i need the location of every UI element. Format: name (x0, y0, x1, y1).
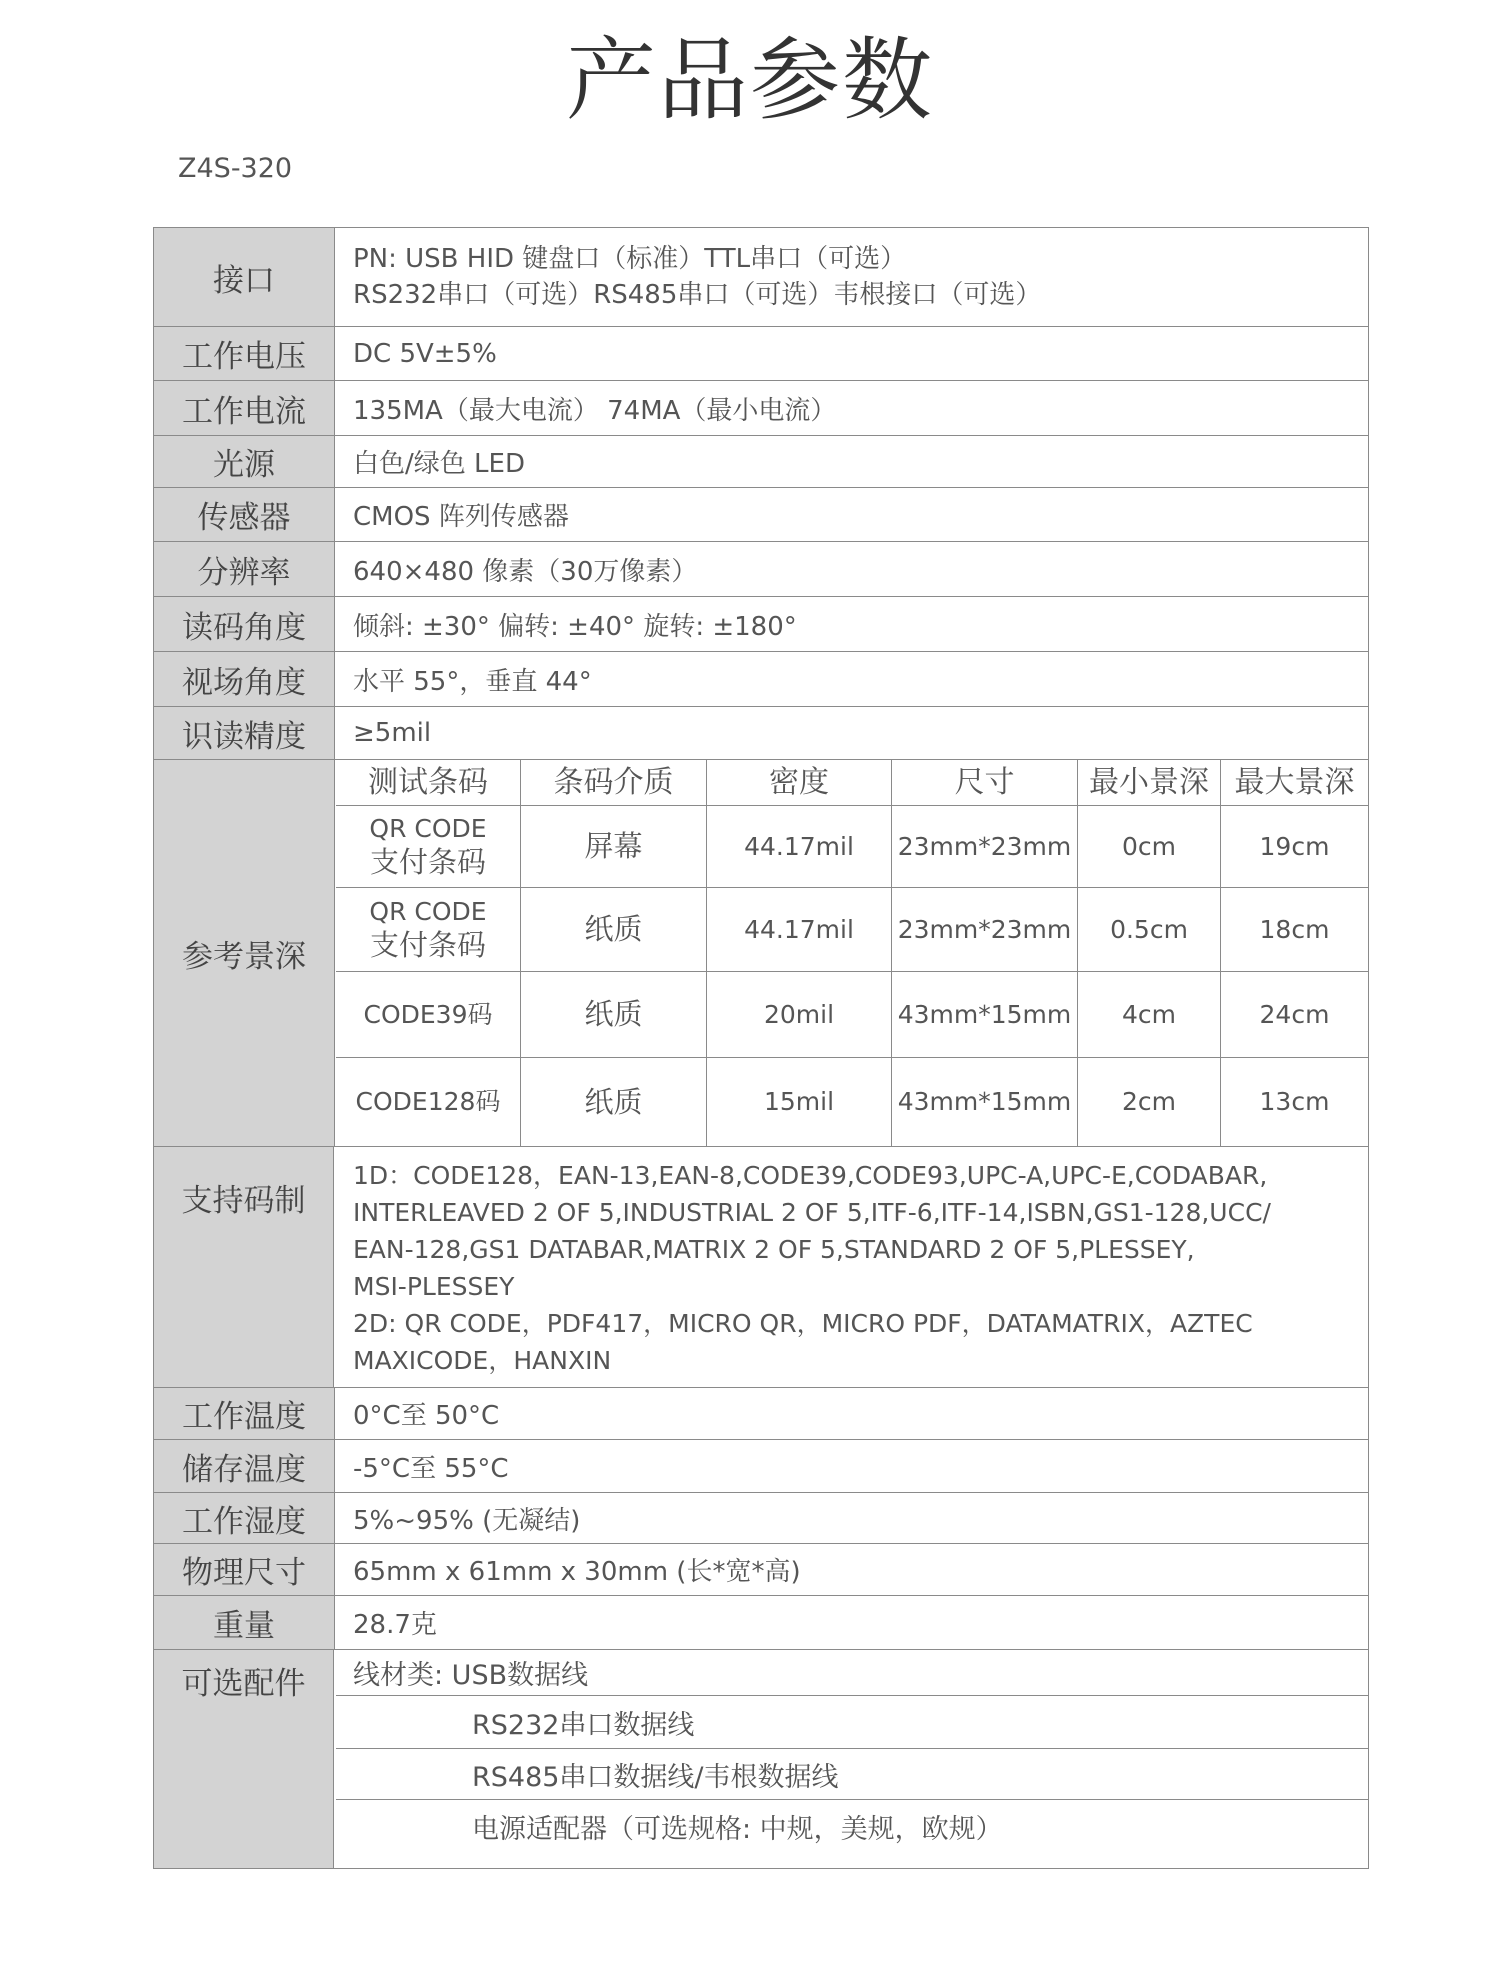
accessory-item: RS232串口数据线 (472, 1709, 695, 1741)
depth-row-4-code: CODE128码 (355, 1087, 501, 1117)
value-current: 135MA（最大电流） 74MA（最小电流） (353, 395, 837, 426)
value-operating-temp: 0°C至 50°C (353, 1401, 500, 1431)
depth-row-1-code (336, 806, 520, 887)
label-resolution: 分辨率 (154, 542, 335, 596)
depth-row-4-max: 13cm (1259, 1087, 1330, 1117)
label-sensor: 传感器 (154, 488, 335, 541)
depth-row-3-size: 43mm*15mm (897, 999, 1072, 1029)
depth-row-4-size: 43mm*15mm (897, 1087, 1072, 1117)
depth-row-2-code (336, 888, 520, 971)
code-subtitle: 支付条码 (369, 928, 486, 962)
depth-header-medium: 条码介质 (553, 764, 674, 800)
label-read-angle: 读码角度 (154, 597, 335, 651)
label-voltage: 工作电压 (154, 327, 335, 380)
depth-header-size: 尺寸 (954, 764, 1015, 800)
label-light-source: 光源 (154, 436, 335, 487)
label-operating-temp: 工作温度 (154, 1388, 335, 1439)
symbology-line: MAXICODE，HANXIN (353, 1346, 612, 1375)
depth-row-2-medium: 纸质 (584, 912, 643, 947)
depth-row-1-max: 19cm (1259, 831, 1330, 861)
row-divider (154, 1649, 1368, 1650)
depth-row-1-size: 23mm*23mm (897, 831, 1072, 861)
depth-row-2-size: 23mm*23mm (897, 914, 1072, 944)
depth-row-2-max: 18cm (1259, 914, 1330, 944)
label-field-of-view: 视场角度 (154, 652, 335, 706)
depth-header-code: 测试条码 (368, 764, 488, 800)
accessory-item: 线材类: USB数据线 (353, 1659, 589, 1691)
code-subtitle: 支付条码 (369, 845, 486, 879)
label-storage-temp: 储存温度 (154, 1440, 335, 1492)
label-humidity: 工作湿度 (154, 1493, 335, 1543)
code-name: QR CODE (369, 896, 487, 926)
depth-row-2-min: 0.5cm (1110, 914, 1188, 944)
value-humidity: 5%~95% (无凝结) (353, 1505, 581, 1536)
depth-row-1-medium: 屏幕 (584, 829, 643, 864)
depth-row-3-min: 4cm (1121, 999, 1176, 1029)
label-dimensions: 物理尺寸 (154, 1544, 335, 1595)
accessory-item: RS485串口数据线/韦根数据线 (472, 1761, 839, 1793)
value-symbologies (336, 1147, 1368, 1387)
value-weight: 28.7克 (353, 1610, 437, 1640)
value-interface (336, 228, 1368, 326)
value-sensor: CMOS 阵列传感器 (353, 502, 569, 532)
value-voltage: DC 5V±5% (353, 338, 497, 369)
label-depth-of-field: 参考景深 (154, 760, 335, 1146)
interface-line-1: PN: USB HID 键盘口（标准）TTL串口（可选） (353, 244, 907, 274)
symbology-line: 1D：CODE128，EAN-13,EAN-8,CODE39,CODE93,UPC-A,UPC-E,CODABAR, (353, 1161, 1268, 1190)
label-interface: 接口 (154, 228, 335, 326)
code-name: QR CODE (369, 813, 487, 843)
symbology-line: EAN-128,GS1 DATABAR,MATRIX 2 OF 5,STANDARD 2 OF 5,PLESSEY, (353, 1235, 1195, 1264)
model-number: Z4S-320 (178, 153, 293, 184)
depth-header-max: 最大景深 (1234, 764, 1355, 800)
value-light-source: 白色/绿色 LED (353, 449, 525, 479)
depth-row-4-density: 15mil (763, 1087, 835, 1117)
symbology-line: MSI-PLESSEY (353, 1272, 515, 1301)
interface-line-2: RS232串口（可选）RS485串口（可选）韦根接口（可选） (353, 280, 1042, 310)
depth-row-4-min: 2cm (1121, 1087, 1176, 1117)
depth-row-3-density: 20mil (763, 999, 835, 1029)
page-title: 产品参数 (566, 28, 934, 133)
label-current: 工作电流 (154, 381, 335, 435)
label-weight: 重量 (154, 1596, 335, 1649)
value-dimensions: 65mm x 61mm x 30mm (长*宽*高) (353, 1557, 801, 1587)
symbology-line: INTERLEAVED 2 OF 5,INDUSTRIAL 2 OF 5,ITF-6,ITF-14,ISBN,GS1-128,UCC/ (353, 1198, 1271, 1227)
value-precision: ≥5mil (353, 718, 432, 748)
label-accessories: 可选配件 (154, 1650, 334, 1868)
value-resolution: 640×480 像素（30万像素） (353, 556, 698, 587)
depth-row-3-code: CODE39码 (363, 999, 493, 1029)
value-field-of-view: 水平 55°，垂直 44° (353, 666, 592, 697)
depth-row-2-density: 44.17mil (744, 914, 854, 944)
depth-row-1-min: 0cm (1121, 831, 1176, 861)
value-read-angle: 倾斜: ±30° 偏转: ±40° 旋转: ±180° (353, 611, 797, 642)
accessory-item: 电源适配器（可选规格: 中规，美规，欧规） (472, 1813, 1003, 1845)
depth-header-min: 最小景深 (1089, 764, 1209, 800)
depth-row-4-medium: 纸质 (584, 1084, 643, 1119)
label-precision: 识读精度 (154, 707, 335, 759)
label-symbologies: 支持码制 (154, 1147, 334, 1387)
value-storage-temp: -5°C至 55°C (353, 1453, 509, 1484)
depth-row-3-max: 24cm (1259, 999, 1330, 1029)
depth-header-density: 密度 (769, 764, 829, 800)
spec-table (153, 227, 1369, 1869)
depth-row-3-medium: 纸质 (584, 997, 643, 1032)
symbology-line: 2D: QR CODE，PDF417，MICRO QR，MICRO PDF，DATAMATRIX，AZTEC (353, 1309, 1253, 1338)
depth-row-1-density: 44.17mil (744, 831, 854, 861)
